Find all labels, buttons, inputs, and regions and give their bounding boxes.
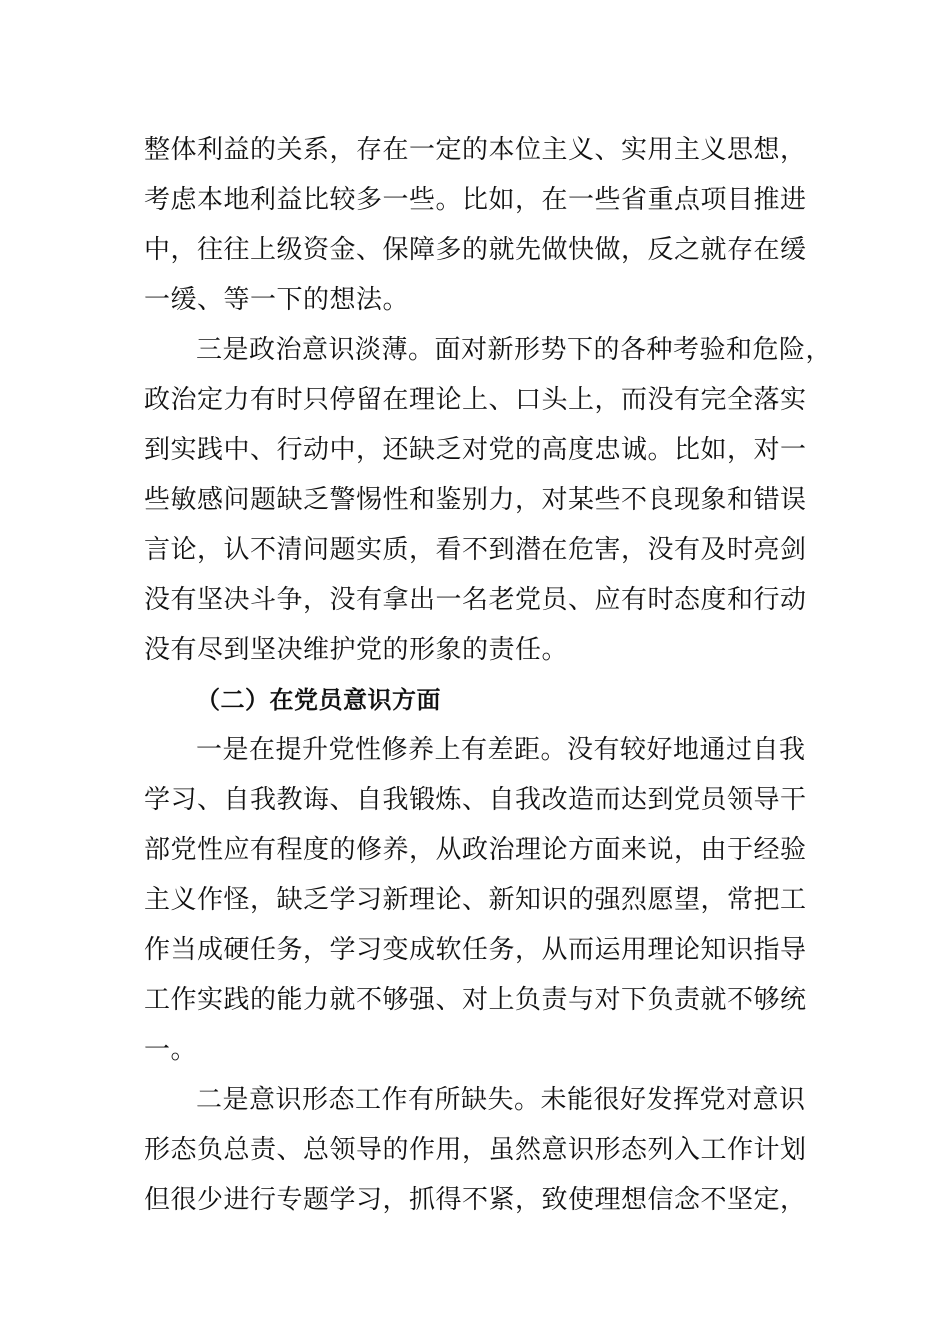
text-line: 一缓、等一下的想法。 [144, 285, 410, 315]
text-line: 政治定力有时只停留在理论上、口头上，而没有完全落实 [144, 385, 807, 415]
paragraph-start-line: 三是政治意识淡薄。面对新形势下的各种考验和危险， [196, 335, 833, 365]
text-line: 但很少进行专题学习，抓得不紧，致使理想信念不坚定， [144, 1185, 807, 1215]
text-line: 工作实践的能力就不够强、对上负责与对下负责就不够统 [144, 985, 807, 1015]
text-line: 主义作怪，缺乏学习新理论、新知识的强烈愿望，常把工 [144, 885, 807, 915]
text-line: 一。 [144, 1035, 198, 1065]
text-line: 中，往往上级资金、保障多的就先做快做，反之就存在缓 [144, 235, 807, 265]
text-line: 作当成硬任务，学习变成软任务，从而运用理论知识指导 [144, 935, 807, 965]
text-line: 没有尽到坚决维护党的形象的责任。 [144, 635, 569, 665]
text-line: 形态负总责、总领导的作用，虽然意识形态列入工作计划 [144, 1135, 807, 1165]
text-line: 学习、自我教诲、自我锻炼、自我改造而达到党员领导干 [144, 785, 807, 815]
text-line: 没有坚决斗争，没有拿出一名老党员、应有时态度和行动 [144, 585, 807, 615]
text-line: 考虑本地利益比较多一些。比如，在一些省重点项目推进 [144, 185, 807, 215]
text-line: 整体利益的关系，存在一定的本位主义、实用主义思想， [144, 135, 807, 165]
text-line: 到实践中、行动中，还缺乏对党的高度忠诚。比如，对一 [144, 435, 807, 465]
text-line: 言论，认不清问题实质，看不到潜在危害，没有及时亮剑 [144, 535, 807, 565]
text-line: 部党性应有程度的修养，从政治理论方面来说，由于经验 [144, 835, 807, 865]
text-line: 些敏感问题缺乏警惕性和鉴别力，对某些不良现象和错误 [144, 485, 807, 515]
section-heading: （二）在党员意识方面 [196, 686, 441, 714]
paragraph-start-line: 一是在提升党性修养上有差距。没有较好地通过自我 [196, 735, 806, 765]
paragraph-start-line: 二是意识形态工作有所缺失。未能很好发挥党对意识 [196, 1085, 806, 1115]
